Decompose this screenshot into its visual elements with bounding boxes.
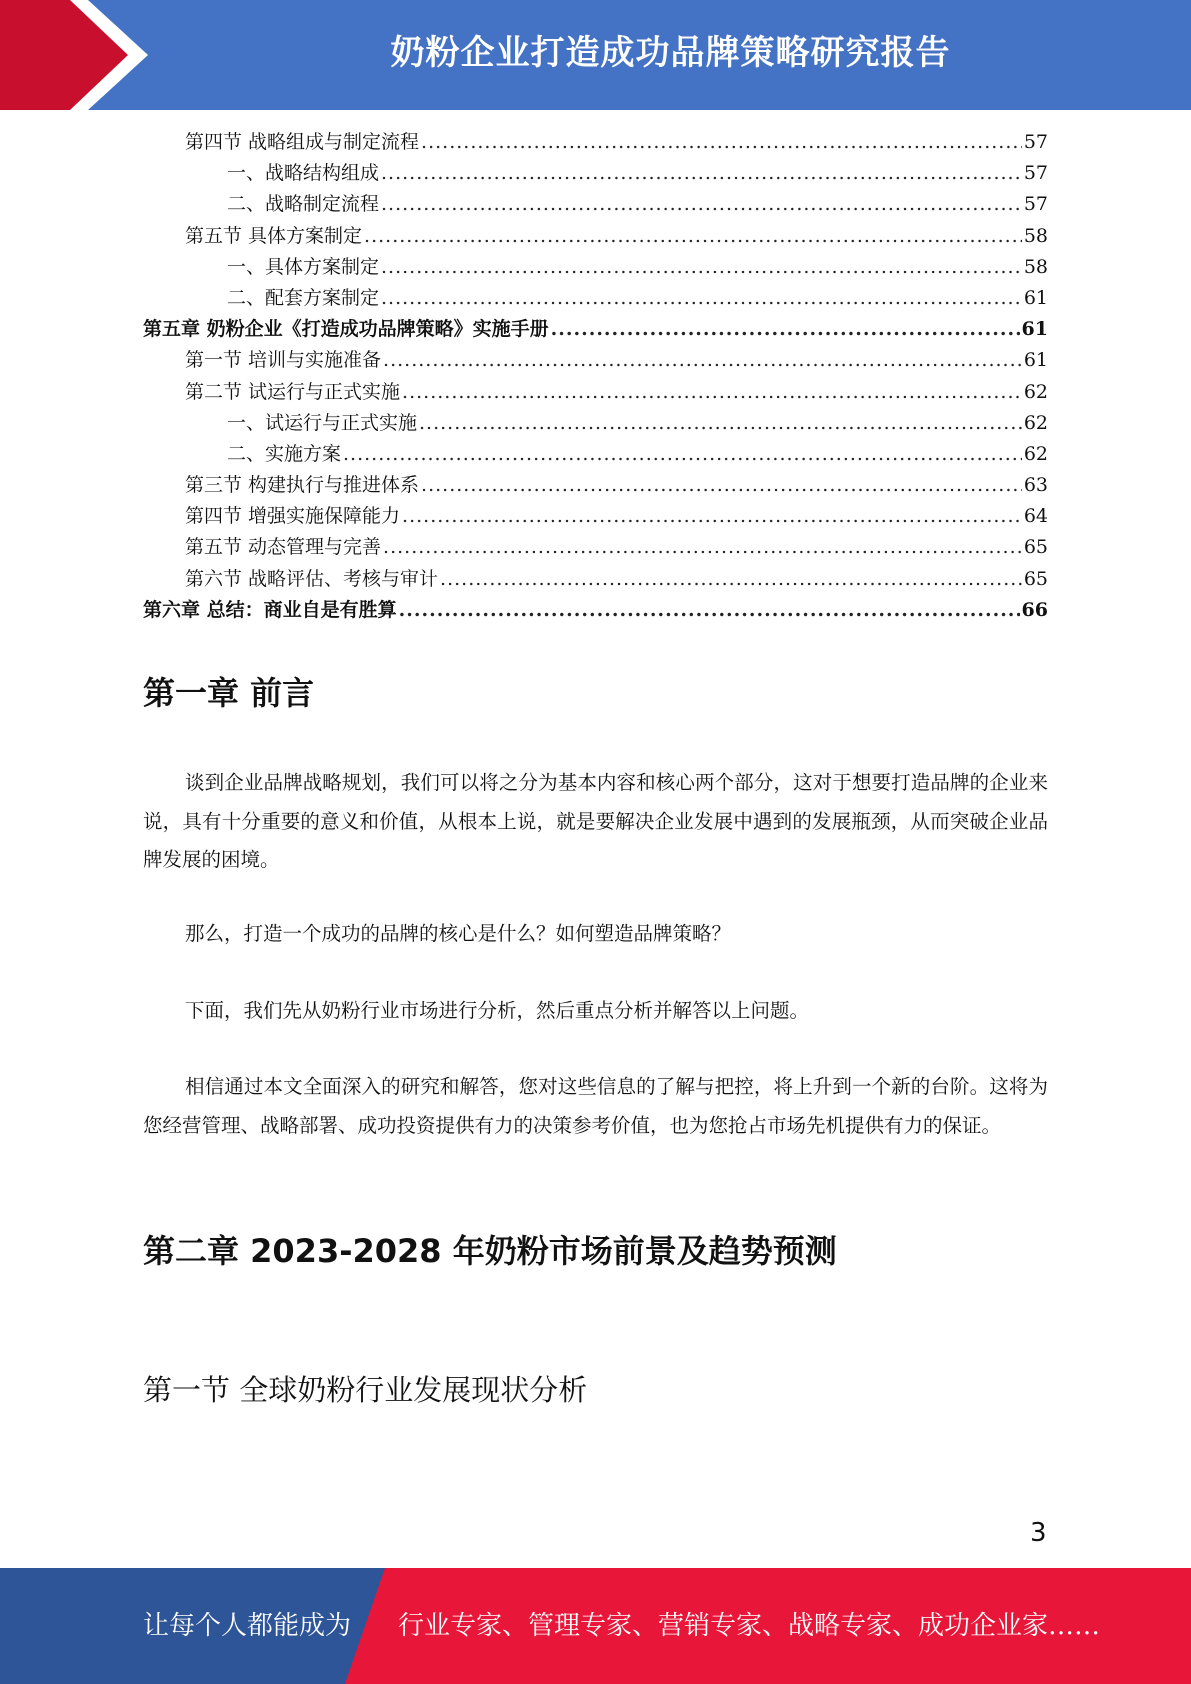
toc-entry-label: 第四节 增强实施保障能力 bbox=[185, 505, 401, 528]
header-chevron-decoration bbox=[0, 0, 150, 110]
chapter-1-title: 第一章 前言 bbox=[143, 674, 315, 712]
toc-dot-leader bbox=[381, 256, 1022, 278]
section-1-title: 第一节 全球奶粉行业发展现状分析 bbox=[143, 1373, 588, 1407]
toc-entry-page: 57 bbox=[1023, 131, 1048, 153]
toc-entry-label: 第五节 动态管理与完善 bbox=[185, 536, 382, 559]
paragraph-1: 谈到企业品牌战略规划，我们可以将之分为基本内容和核心两个部分，这对于想要打造品牌的企业来说，具有十分重要的意义和价值，从根本上说，就是要解决企业发展中遇到的发展瓶颈，从而突破企业品牌发展的困境。 bbox=[143, 771, 1048, 871]
page-number: 3 bbox=[1030, 1518, 1047, 1548]
toc-entry-label: 第三节 构建执行与推进体系 bbox=[185, 474, 420, 497]
toc-entry-label: 第二节 试运行与正式实施 bbox=[185, 380, 401, 403]
toc-dot-leader bbox=[381, 162, 1022, 184]
toc-entry[interactable] bbox=[143, 252, 1048, 283]
toc-dot-leader bbox=[402, 505, 1022, 527]
toc-entry-label: 第六章 总结：商业自是有胜算 bbox=[143, 598, 397, 621]
toc-dot-leader bbox=[343, 443, 1022, 465]
toc-dot-leader bbox=[551, 318, 1020, 340]
toc-entry[interactable] bbox=[143, 408, 1048, 439]
footer-slogan-left: 让每个人都能成为 bbox=[143, 1611, 352, 1641]
toc-dot-leader bbox=[399, 599, 1020, 621]
toc-dot-leader bbox=[381, 287, 1022, 309]
toc-entry-page: 65 bbox=[1023, 536, 1048, 559]
toc-entry-label: 二、实施方案 bbox=[227, 442, 342, 465]
toc-entry-page: 57 bbox=[1023, 193, 1048, 216]
toc-dot-leader bbox=[364, 225, 1022, 247]
toc-entry[interactable] bbox=[143, 595, 1048, 626]
report-title: 奶粉企业打造成功品牌策略研究报告 bbox=[390, 33, 951, 73]
toc-entry-label: 二、配套方案制定 bbox=[227, 286, 380, 309]
toc-entry[interactable] bbox=[143, 564, 1048, 595]
toc-entry-label: 第五节 具体方案制定 bbox=[185, 224, 363, 247]
toc-entry[interactable] bbox=[143, 221, 1048, 252]
toc-entry-page: 62 bbox=[1023, 442, 1048, 465]
toc-dot-leader bbox=[402, 381, 1022, 403]
toc-entry-label: 二、战略制定流程 bbox=[227, 193, 380, 216]
toc-entry-label: 一、战略结构组成 bbox=[227, 162, 380, 185]
toc-dot-leader bbox=[421, 131, 1022, 153]
toc-dot-leader bbox=[440, 568, 1022, 590]
toc-entry[interactable] bbox=[143, 501, 1048, 532]
toc-entry[interactable] bbox=[143, 283, 1048, 314]
toc-dot-leader bbox=[421, 474, 1022, 496]
toc-dot-leader bbox=[381, 193, 1022, 215]
table-of-contents bbox=[143, 127, 1048, 626]
footer-banner bbox=[0, 1568, 1191, 1684]
toc-entry-label: 第五章 奶粉企业《打造成功品牌策略》实施手册 bbox=[143, 318, 549, 341]
toc-entry[interactable] bbox=[143, 439, 1048, 470]
toc-entry-label: 一、具体方案制定 bbox=[227, 255, 380, 278]
toc-entry-page: 58 bbox=[1023, 255, 1048, 278]
toc-entry-page: 65 bbox=[1023, 567, 1048, 590]
paragraph-4: 相信通过本文全面深入的研究和解答，您对这些信息的了解与把控，将上升到一个新的台阶。这将为您经营管理、战略部署、成功投资提供有力的决策参考价值，也为您抢占市场先机提供有力的保证。 bbox=[143, 1075, 1048, 1137]
toc-entry-page: 61 bbox=[1023, 349, 1048, 372]
toc-entry-page: 62 bbox=[1023, 411, 1048, 434]
toc-entry[interactable] bbox=[143, 470, 1048, 501]
toc-entry-page: 57 bbox=[1023, 162, 1048, 185]
toc-entry-page: 62 bbox=[1023, 380, 1048, 403]
header-banner bbox=[0, 0, 1191, 110]
paragraph-3: 下面，我们先从奶粉行业市场进行分析，然后重点分析并解答以上问题。 bbox=[185, 999, 810, 1022]
toc-entry-page: 63 bbox=[1023, 474, 1048, 497]
footer-slogan-right: 行业专家、管理专家、营销专家、战略专家、成功企业家…… bbox=[398, 1611, 1101, 1641]
chapter-2-title: 第二章 2023-2028 年奶粉市场前景及趋势预测 bbox=[143, 1232, 837, 1270]
toc-entry-label: 一、试运行与正式实施 bbox=[227, 411, 418, 434]
toc-entry-page: 64 bbox=[1023, 505, 1048, 528]
toc-entry[interactable] bbox=[143, 532, 1048, 563]
toc-dot-leader bbox=[419, 412, 1022, 434]
toc-entry[interactable] bbox=[143, 377, 1048, 408]
toc-entry[interactable] bbox=[143, 189, 1048, 220]
toc-entry-page: 58 bbox=[1023, 224, 1048, 247]
toc-entry-page: 61 bbox=[1023, 286, 1048, 309]
toc-entry[interactable] bbox=[143, 127, 1048, 158]
toc-entry[interactable] bbox=[143, 158, 1048, 189]
toc-entry-label: 第六节 战略评估、考核与审计 bbox=[185, 567, 439, 590]
toc-entry-label: 第一节 培训与实施准备 bbox=[185, 349, 382, 372]
toc-entry[interactable] bbox=[143, 314, 1048, 345]
toc-entry[interactable] bbox=[143, 345, 1048, 376]
toc-dot-leader bbox=[383, 349, 1022, 371]
toc-entry-label: 第四节 战略组成与制定流程 bbox=[185, 131, 420, 153]
toc-entry-page: 61 bbox=[1021, 318, 1048, 341]
paragraph-2: 那么，打造一个成功的品牌的核心是什么？如何塑造品牌策略？ bbox=[185, 922, 732, 945]
toc-dot-leader bbox=[383, 536, 1022, 558]
toc-entry-page: 66 bbox=[1021, 598, 1048, 621]
